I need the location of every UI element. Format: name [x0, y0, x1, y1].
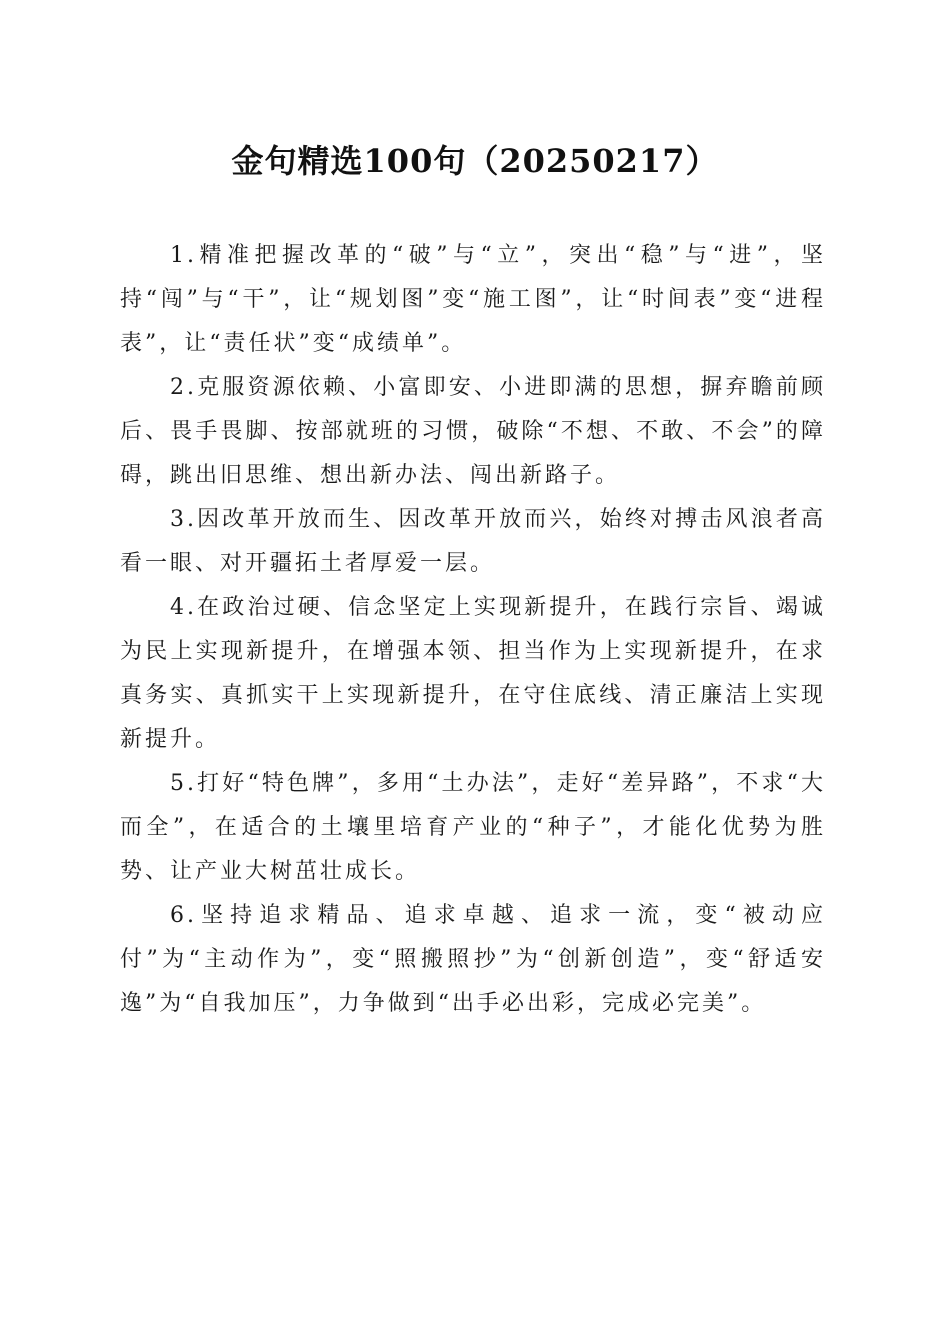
document-body: [120, 234, 826, 1026]
document-title: 金句精选100句（20250217）: [231, 142, 719, 180]
paragraph-4: 4.在政治过硬、信念坚定上实现新提升，在践行宗旨、竭诚为民上实现新提升，在增强本领、担当作为上实现新提升，在求真务实、真抓实干上实现新提升，在守住底线、清正廉洁上实现新提升。: [120, 595, 826, 752]
paragraph-1: 1.精准把握改革的“破”与“立”，突出“稳”与“进”，坚持“闯”与“干”，让“规划图”变“施工图”，让“时间表”变“进程表”，让“责任状”变“成绩单”。: [120, 243, 826, 356]
paragraph-6: 6.坚持追求精品、追求卓越、追求一流，变“被动应付”为“主动作为”，变“照搬照抄”为“创新创造”，变“舒适安逸”为“自我加压”，力争做到“出手必出彩，完成必完美”。: [120, 903, 826, 1016]
paragraph-3: 3.因改革开放而生、因改革开放而兴，始终对搏击风浪者高看一眼、对开疆拓土者厚爱一层。: [120, 507, 826, 576]
paragraph-5: 5.打好“特色牌”，多用“土办法”，走好“差异路”，不求“大而全”，在适合的土壤里培育产业的“种子”，才能化优势为胜势、让产业大树茁壮成长。: [120, 771, 826, 884]
paragraph-2: 2.克服资源依赖、小富即安、小进即满的思想，摒弃瞻前顾后、畏手畏脚、按部就班的习惯，破除“不想、不敢、不会”的障碍，跳出旧思维、想出新办法、闯出新路子。: [120, 375, 826, 488]
